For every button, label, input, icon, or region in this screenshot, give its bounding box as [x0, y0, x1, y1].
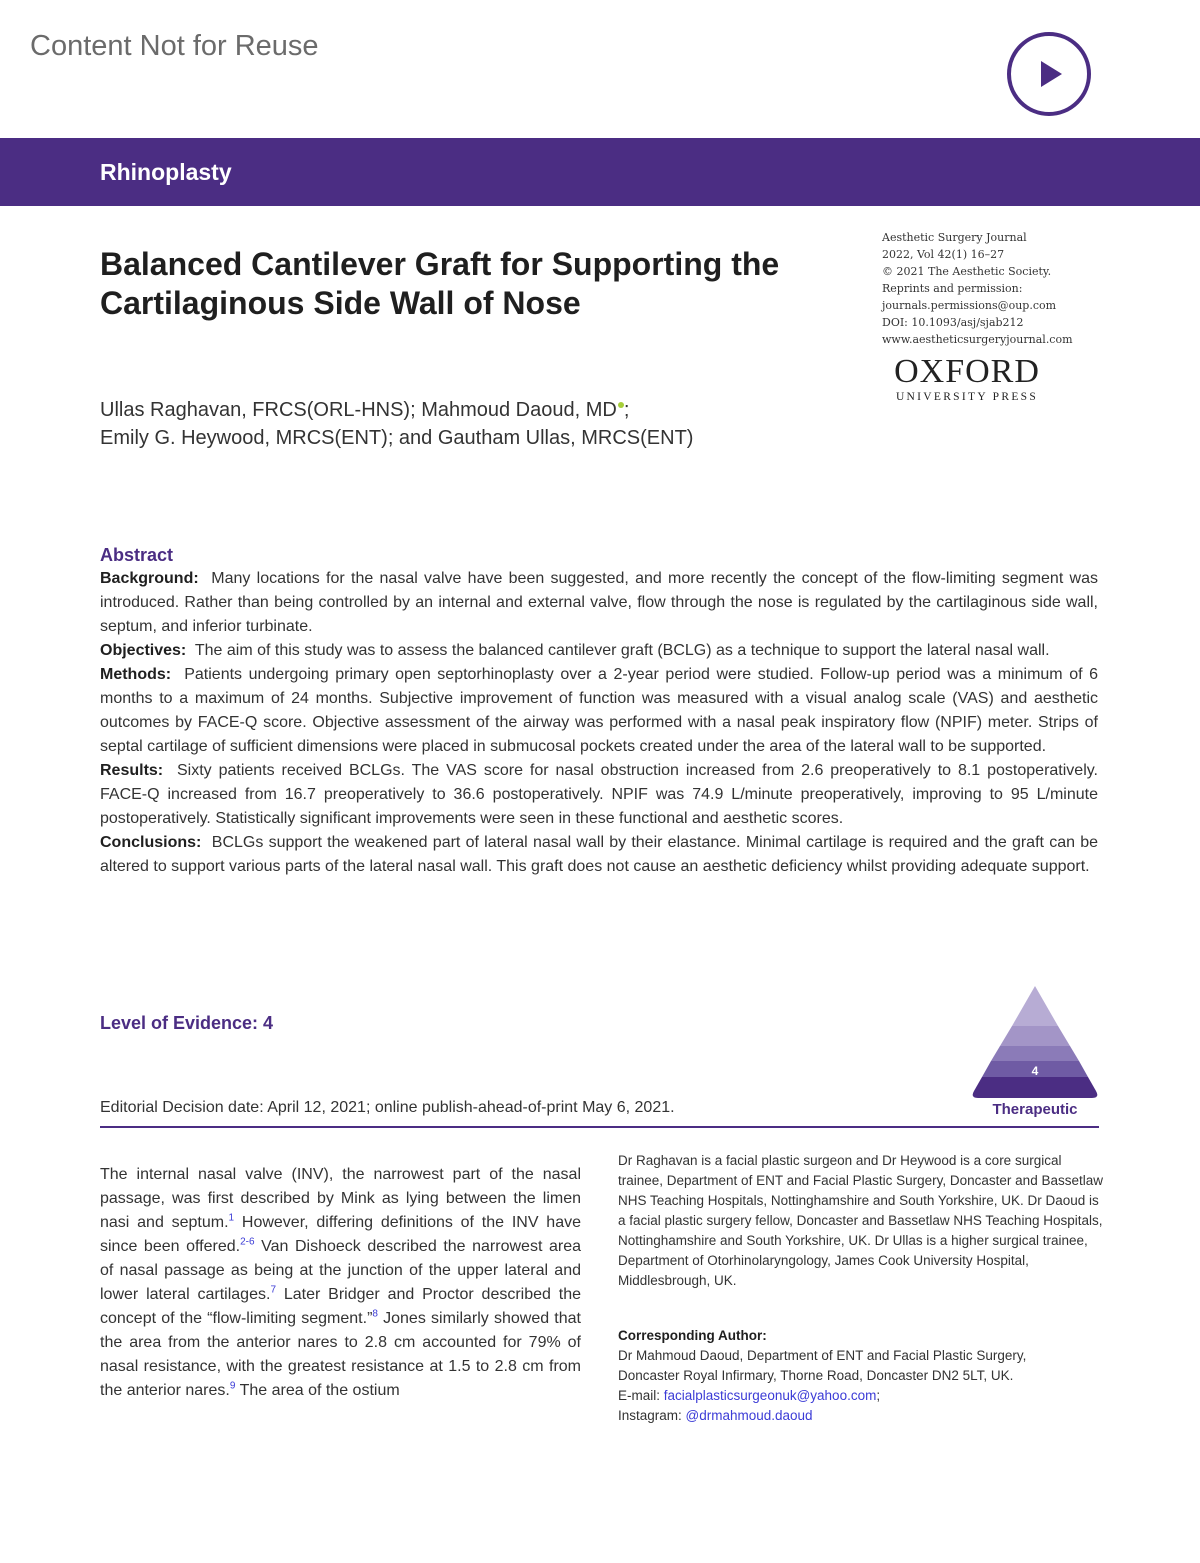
- authors-line-2: Emily G. Heywood, MRCS(ENT); and Gautham Ullas, MRCS(ENT): [100, 427, 694, 449]
- divider: [100, 1126, 1099, 1128]
- pyramid-tier-3: [991, 1046, 1079, 1061]
- authors-line-1: Ullas Raghavan, FRCS(ORL-HNS); Mahmoud Daoud, MD ;: [100, 399, 630, 421]
- editorial-decision: Editorial Decision date: April 12, 2021; online publish-ahead-of-print May 6, 2021.: [100, 1099, 675, 1116]
- corresponding-line-1: Dr Mahmoud Daoud, Department of ENT and Facial Plastic Surgery,: [618, 1348, 1027, 1363]
- level-of-evidence: Level of Evidence: 4: [100, 1013, 274, 1033]
- oup-logo: [882, 353, 1052, 403]
- section-label: Rhinoplasty: [100, 158, 232, 185]
- abstract-heading: Abstract: [100, 545, 174, 565]
- email-link[interactable]: facialplasticsurgeonuk@yahoo.com: [663, 1388, 877, 1403]
- corresponding-instagram-row: Instagram: @drmahmoud.daoud: [618, 1408, 813, 1423]
- corresponding-heading: Corresponding Author:: [618, 1328, 767, 1343]
- citation-link[interactable]: 1: [228, 1212, 235, 1224]
- instagram-link[interactable]: @drmahmoud.daoud: [685, 1408, 813, 1423]
- pyramid-level-number: 4: [1031, 1064, 1039, 1078]
- permissions-email[interactable]: journals.permissions@oup.com: [882, 299, 1057, 312]
- corresponding-line-2: Doncaster Royal Infirmary, Thorne Road, Doncaster DN2 5LT, UK.: [618, 1368, 1014, 1383]
- logo-oxford: OXFORD: [894, 353, 1040, 390]
- abstract: [100, 544, 1098, 879]
- abstract-background: Background: Many locations for the nasal valve have been suggested, and more recently the concept of the flow-limiting segment was introduced. Rather than being controlled by an internal and external valve, flow through the nose is regulated by the cartilaginous side wall, septum, and inferior turbinate.: [100, 570, 1099, 635]
- journal-name: Aesthetic Surgery Journal: [882, 231, 1027, 244]
- citation-link[interactable]: 2-6: [240, 1236, 255, 1248]
- pyramid-tier-1: [1012, 986, 1058, 1026]
- play-button[interactable]: [1007, 32, 1091, 116]
- journal-volume: 2022, Vol 42(1) 16–27: [882, 248, 1005, 261]
- section-banner: [0, 138, 1200, 206]
- citation-link[interactable]: 9: [229, 1380, 236, 1392]
- pyramid-tier-2: [1000, 1026, 1070, 1046]
- journal-reprints: Reprints and permission:: [882, 282, 1023, 295]
- watermark-text: Content Not for Reuse: [30, 30, 319, 62]
- play-icon: [1032, 57, 1066, 91]
- journal-copyright: © 2021 The Aesthetic Society.: [882, 265, 1052, 278]
- journal-doi[interactable]: DOI: 10.1093/asj/sjab212: [882, 316, 1024, 329]
- citation-link[interactable]: 7: [270, 1284, 276, 1296]
- corresponding-email-row: E-mail: facialplasticsurgeonuk@yahoo.com;: [618, 1388, 881, 1403]
- logo-university-press: UNIVERSITY PRESS: [895, 391, 1039, 403]
- journal-website[interactable]: www.aestheticsurgeryjournal.com: [882, 333, 1073, 346]
- evidence-pyramid: [968, 984, 1102, 1102]
- journal-info: [882, 229, 1122, 348]
- abstract-conclusions: Conclusions: BCLGs support the weakened part of lateral nasal wall by their elastance. Minimal cartilage is required and the graft can be altered to support various parts of the lateral nasal wall. This graft does not cause an aesthetic deficiency whilst providing adequate support.: [100, 834, 1099, 875]
- author-affiliations: Dr Raghavan is a facial plastic surgeon and Dr Heywood is a core surgical trainee, Department of ENT and Facial Plastic Surgery, Doncaster and Bassetlaw NHS Teaching Hospitals, Nottinghamshire and South Yorkshire, UK. Dr Daoud is a facial plastic surgery fellow, Doncaster and Bassetlaw NHS Teaching Hospitals, Nottinghamshire and South Yorkshire, UK. Dr Ullas is a higher surgical trainee, Department of Otorhinolaryngology, James Cook University Hospital, Middlesbrough, UK.: [618, 1153, 1103, 1288]
- corresponding-author: [618, 1326, 1104, 1426]
- abstract-results: Results: Sixty patients received BCLGs. The VAS score for nasal obstruction increased from 2.6 preoperatively to 8.1 postoperatively. FACE-Q increased from 16.7 preoperatively to 36.6 postoperatively. NPIF was 74.9 L/minute preoperatively, improving to 95 L/minute postoperatively. Statistically significant improvements were seen in these functional and aesthetic scores.: [100, 762, 1099, 827]
- body-paragraph: The internal nasal valve (INV), the narrowest part of the nasal passage, was first described by Mink as lying between the limen nasi and septum.$^1$ However, differing definitions of the INV have since been offered.$^{2-6}$ Van Dishoeck described the narrowest area of nasal passage as being at the junction of the upper lateral and lower lateral cartilages.$^7$ Later Bridger and Proctor described the concept of the “flow-limiting segment.”$^8$ Jones similarly showed that the area from the anterior nares to 2.8 cm accounted for 79% of nasal resistance, with the greatest resistance at 1.5 to 2.8 cm from the anterior nares.$^9$ The area of the ostium: [100, 1166, 582, 1399]
- author-list: [100, 396, 860, 452]
- pyramid-tier-5: [973, 1077, 1098, 1098]
- abstract-methods: Methods: Patients undergoing primary open septorhinoplasty over a 2-year period were studied. Follow-up period was a minimum of 6 months to a maximum of 24 months. Subjective improvement of function was measured with a visual analog scale (VAS) and aesthetic outcomes by FACE-Q score. Objective assessment of the airway was performed with a nasal peak inspiratory flow (NPIF) meter. Strips of septal cartilage of sufficient dimensions were placed in submucosal pockets created under the area of the lateral wall to be supported.: [100, 666, 1098, 755]
- pyramid-label: Therapeutic: [992, 1101, 1078, 1118]
- article-title: Balanced Cantilever Graft for Supporting the Cartilaginous Side Wall of Nose: [100, 246, 780, 321]
- abstract-objectives: Objectives: The aim of this study was to assess the balanced cantilever graft (BCLG) as a technique to support the lateral nasal wall.: [100, 642, 1050, 659]
- citation-link[interactable]: 8: [372, 1308, 378, 1320]
